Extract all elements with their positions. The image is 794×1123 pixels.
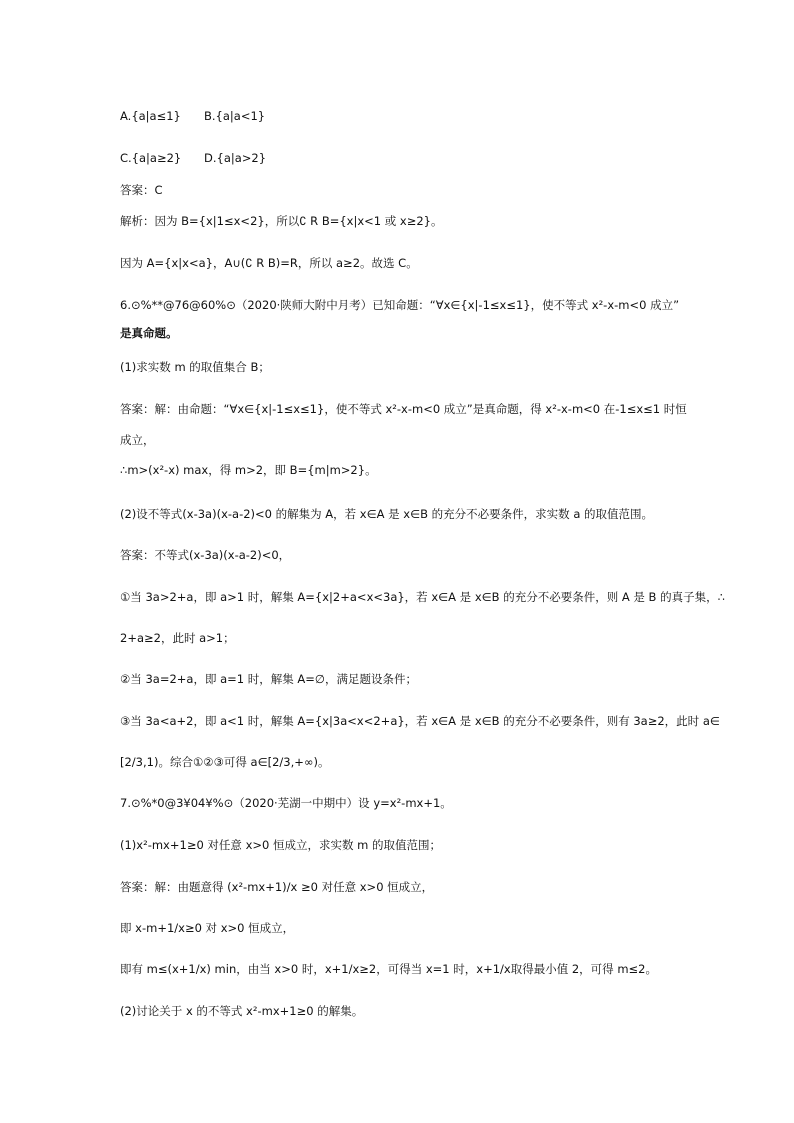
question-7-title: 7.⊙%*0@3¥04¥%⊙（2020·芜湖一中期中）设 y=x²-mx+1。 (120, 796, 452, 810)
options-row-ab (120, 108, 266, 124)
question-7-answer-1-line-3: 即有 m≤(x+1/x) min，由当 x>0 时，x+1/x≥2，可得当 x=1 时，x+1/x取得最小值 2，可得 m≤2。 (120, 962, 657, 976)
question-6-answer-2-line-2: ①当 3a>2+a，即 a>1 时，解集 A={x|2+a<x<3a}，若 x∈A 是 x∈B 的充分不必要条件，则 A 是 B 的真子集，∴ (120, 590, 725, 604)
analysis-line-2: 因为 A={x|x<a}，A∪(∁ R B)=R，所以 a≥2。故选 C。 (120, 256, 418, 270)
question-7-answer-1-line-2: 即 x-m+1/x≥0 对 x>0 恒成立， (120, 921, 295, 935)
answer-line: 答案：C (120, 183, 163, 197)
option-b: B.{a|a<1} (204, 109, 266, 123)
analysis-line-1: 解析：因为 B={x|1≤x<2}，所以∁ R B={x|x<1 或 x≥2}。 (120, 214, 443, 228)
question-6-answer-2-line-3: 2+a≥2，此时 a>1； (120, 631, 235, 645)
question-6-answer-2-line-1: 答案：不等式(x-3a)(x-a-2)<0， (120, 548, 291, 562)
question-6-answer-2-line-4: ②当 3a=2+a，即 a=1 时，解集 A=∅，满足题设条件； (120, 672, 417, 686)
question-6-answer-1-line-2: 成立， (120, 433, 155, 447)
question-6-answer-1-line-3: ∴m>(x²-x) max，得 m>2，即 B={m|m>2}。 (120, 463, 377, 477)
question-6-answer-2-line-6: [2/3,1)。综合①②③可得 a∈[2/3,+∞)。 (120, 755, 330, 769)
option-d: D.{a|a>2} (204, 151, 267, 165)
options-row-cd (120, 150, 267, 166)
question-7-part-2: (2)讨论关于 x 的不等式 x²-mx+1≥0 的解集。 (120, 1004, 364, 1018)
question-7-answer-1-line-1: 答案：解：由题意得 (x²-mx+1)/x ≥0 对任意 x>0 恒成立， (120, 880, 434, 894)
question-6-answer-1-line-1: 答案：解：由命题：“∀x∈{x|-1≤x≤1}，使不等式 x²-x-m<0 成立”是真命题，得 x²-x-m<0 在-1≤x≤1 时恒 (120, 402, 687, 416)
question-6-part-2: (2)设不等式(x-3a)(x-a-2)<0 的解集为 A，若 x∈A 是 x∈B 的充分不必要条件，求实数 a 的取值范围。 (120, 507, 654, 521)
question-6-part-1: (1)求实数 m 的取值集合 B； (120, 360, 270, 374)
option-a: A.{a|a≤1} (120, 109, 181, 123)
question-7-part-1: (1)x²-mx+1≥0 对任意 x>0 恒成立，求实数 m 的取值范围； (120, 838, 442, 852)
question-6-title-line-1: 6.⊙%**@76@60%⊙（2020·陕师大附中月考）已知命题：“∀x∈{x|-1≤x≤1}，使不等式 x²-x-m<0 成立” (120, 298, 680, 312)
question-6-title-line-2: 是真命题。 (120, 326, 178, 340)
question-6-answer-2-line-5: ③当 3a<a+2，即 a<1 时，解集 A={x|3a<x<2+a}，若 x∈A 是 x∈B 的充分不必要条件，则有 3a≥2，此时 a∈ (120, 714, 720, 728)
option-c: C.{a|a≥2} (120, 151, 182, 165)
